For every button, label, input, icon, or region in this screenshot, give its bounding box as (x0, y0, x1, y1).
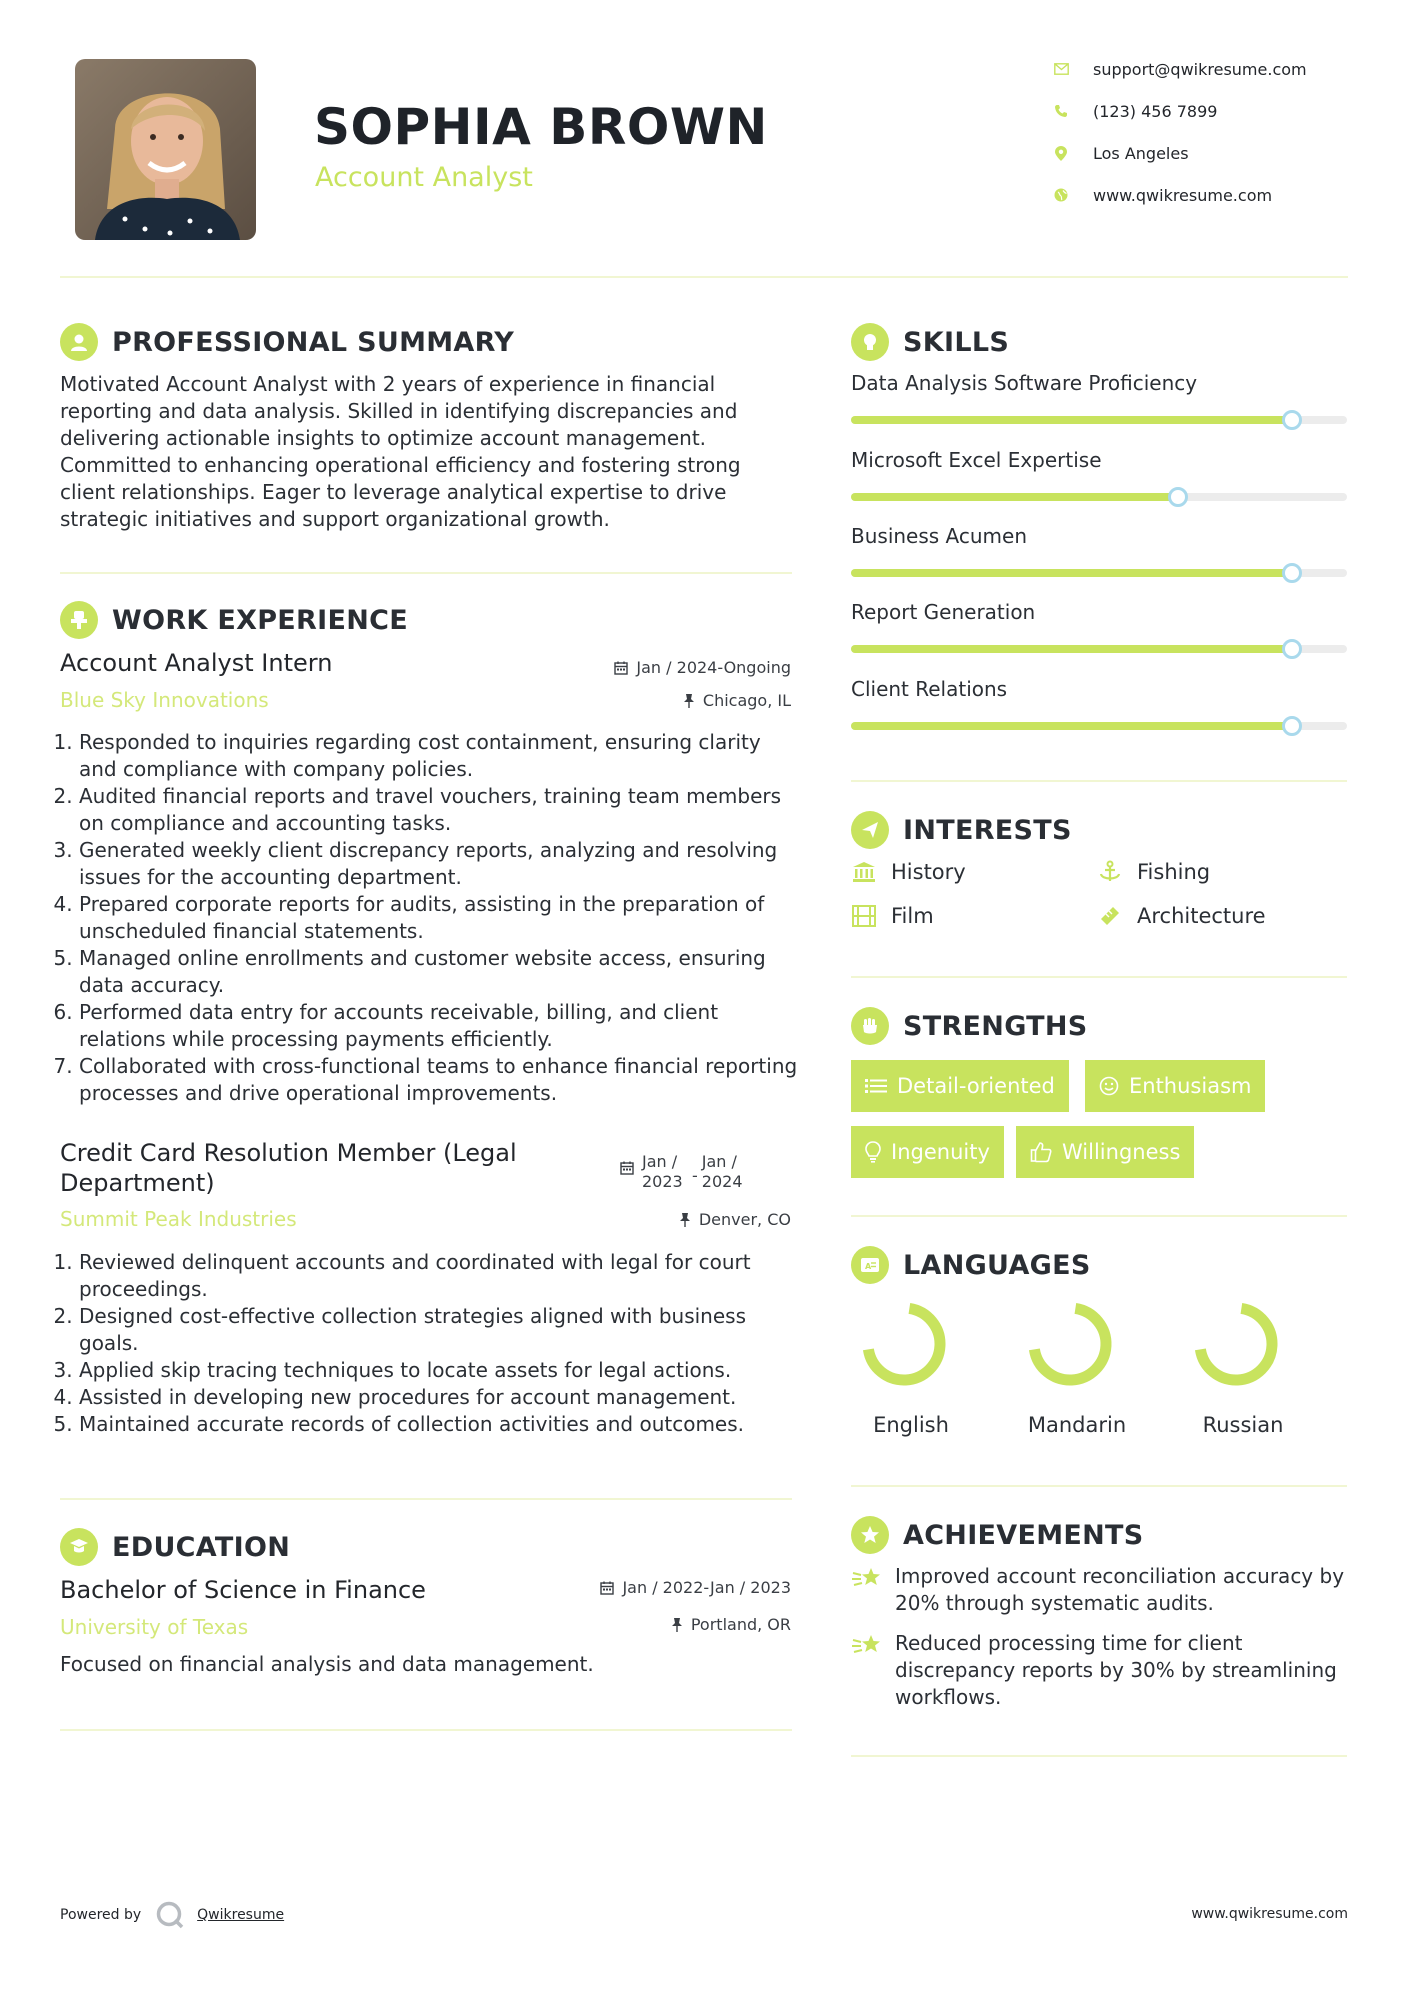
summary-title: PROFESSIONAL SUMMARY (112, 326, 515, 358)
footer-website[interactable]: www.qwikresume.com (1191, 1906, 1348, 1922)
thumbs-up-icon (1030, 1141, 1052, 1163)
smile-icon (1099, 1076, 1119, 1096)
qwikresume-logo-icon (155, 1900, 185, 1930)
calendar-icon (600, 1581, 614, 1595)
duty-item: 7. Collaborated with cross-functional teams to enhance financial reporting processes and drive operational improvements. (79, 1053, 800, 1107)
contact-website[interactable] (1053, 183, 1353, 207)
contact-email[interactable] (1053, 57, 1353, 81)
achievement-text: Reduced processing time for client discrepancy reports by 30% by streamlining workflows. (895, 1631, 1337, 1709)
contact-phone-text: (123) 456 7899 (1093, 101, 1218, 121)
contact-location (1053, 141, 1353, 165)
star-badge-icon (851, 1516, 889, 1554)
strength-tag (1016, 1126, 1194, 1178)
duty-item: 4. Prepared corporate reports for audits, assisting in the preparation of unscheduled financial statements. (79, 891, 800, 945)
skill-label: Data Analysis Software Proficiency (851, 371, 1198, 395)
interest-label: Fishing (1137, 860, 1211, 884)
envelope-icon (1053, 61, 1069, 77)
duty-item: 3. Applied skip tracing techniques to locate assets for legal actions. (79, 1357, 800, 1384)
strength-label: Detail-oriented (897, 1074, 1055, 1098)
map-pin-icon (1053, 145, 1069, 161)
skill-bar-knob (1168, 487, 1188, 507)
strengths-divider (851, 1215, 1347, 1217)
interests-divider (851, 976, 1347, 978)
job-date-text: Jan / 2024-Ongoing (636, 658, 791, 677)
job-duties-list (60, 729, 800, 1107)
strengths-title: STRENGTHS (903, 1010, 1088, 1042)
experience-divider (60, 1498, 792, 1500)
contact-website-text: www.qwikresume.com (1093, 185, 1273, 205)
job-duties-list (60, 1249, 800, 1438)
anchor-icon (1097, 859, 1123, 885)
duty-item: 2. Audited financial reports and travel vouchers, training team members on compliance and accounting tasks. (79, 783, 800, 837)
film-icon (851, 903, 877, 929)
duty-item: 6. Performed data entry for accounts receivable, billing, and client relations while processing payments efficiently. (79, 999, 800, 1053)
svg-text:A: A (865, 1262, 872, 1271)
language-progress-ring (846, 1296, 976, 1396)
paper-plane-icon (851, 811, 889, 849)
strength-label: Enthusiasm (1129, 1074, 1252, 1098)
strength-tag (851, 1126, 1004, 1178)
job-title: Account Analyst Intern (60, 649, 333, 677)
strengths-section-header (851, 1006, 1088, 1046)
language-icon (851, 1246, 889, 1284)
skill-bar-fill (851, 569, 1292, 577)
fist-icon (851, 1007, 889, 1045)
powered-by-text: Powered by (60, 1907, 142, 1923)
education-section-header (60, 1527, 290, 1567)
achievement-item (851, 1630, 1347, 1711)
education-date-text: Jan / 2022-Jan / 2023 (622, 1578, 791, 1597)
job-location-text: Chicago, IL (702, 691, 791, 710)
contact-location-text: Los Angeles (1093, 143, 1189, 163)
shooting-star-icon (851, 1563, 885, 1593)
summary-text: Motivated Account Analyst with 2 years of experience in financial reporting and data analysis. Skilled in identifying discrepancies and delivering actionable insights to optimize account management. Committed to enhancing operational efficiency and fostering strong client relationships. Eager to leverage analytical expertise to drive strategic initiatives and support organizational growth. (60, 372, 741, 531)
list-icon (865, 1078, 887, 1094)
skills-divider (851, 780, 1347, 782)
duty-item: 5. Maintained accurate records of collection activities and outcomes. (79, 1411, 800, 1438)
skill-bar (851, 569, 1347, 577)
language-progress-ring (1178, 1296, 1308, 1396)
duty-item: 4. Assisted in developing new procedures for account management. (79, 1384, 800, 1411)
language-label: Mandarin (1027, 1413, 1127, 1437)
experience-title: WORK EXPERIENCE (112, 604, 408, 636)
job-date-separator: - (692, 1166, 698, 1185)
pushpin-icon (679, 1213, 691, 1227)
languages-title: LANGUAGES (903, 1249, 1091, 1281)
interest-label: Architecture (1137, 904, 1266, 928)
strength-label: Ingenuity (891, 1140, 990, 1164)
achievements-section-header (851, 1515, 1144, 1555)
skill-bar (851, 722, 1347, 730)
job-company: Summit Peak Industries (60, 1207, 297, 1231)
education-description: Focused on financial analysis and data management. (60, 1652, 594, 1676)
lightbulb-icon (865, 1141, 881, 1163)
education-location (671, 1615, 791, 1634)
contact-phone[interactable] (1053, 99, 1353, 123)
contact-email-text: support@qwikresume.com (1093, 59, 1307, 79)
shooting-star-icon (851, 1630, 885, 1660)
interest-item (851, 903, 934, 929)
job-title: Credit Card Resolution Member (Legal Department) (60, 1139, 517, 1197)
job-location-text: Denver, CO (698, 1210, 791, 1229)
skill-bar (851, 416, 1347, 424)
strength-tag (851, 1060, 1069, 1112)
education-title: EDUCATION (112, 1531, 291, 1563)
interest-label: History (891, 860, 966, 884)
school-name: University of Texas (60, 1615, 249, 1639)
skill-bar-knob (1282, 410, 1302, 430)
pushpin-icon (671, 1618, 683, 1632)
education-divider (60, 1729, 792, 1731)
interest-item (1097, 859, 1210, 885)
language-label: English (873, 1413, 949, 1437)
header-divider (60, 276, 1348, 278)
pushpin-icon (683, 694, 695, 708)
skill-bar-knob (1282, 639, 1302, 659)
interests-section-header (851, 810, 1072, 850)
globe-icon (1053, 187, 1069, 203)
education-date (600, 1578, 791, 1597)
degree-title: Bachelor of Science in Finance (60, 1576, 426, 1604)
duty-item: 5. Managed online enrollments and customer website access, ensuring data accuracy. (79, 945, 800, 999)
language-label: Russian (1202, 1413, 1284, 1437)
job-company: Blue Sky Innovations (60, 688, 269, 712)
job-date-end: Jan / 2024 (701, 1152, 743, 1191)
skill-bar-knob (1282, 563, 1302, 583)
summary-divider (60, 572, 792, 574)
duty-item: 1. Reviewed delinquent accounts and coordinated with legal for court proceedings. (79, 1249, 800, 1303)
summary-section-header (60, 322, 514, 362)
profile-photo-image (75, 59, 256, 240)
graduation-icon (60, 1528, 98, 1566)
skill-bar-fill (851, 722, 1292, 730)
languages-divider (851, 1485, 1347, 1487)
skill-bar-fill (851, 645, 1292, 653)
job-date-start: Jan / 2023 (642, 1152, 683, 1191)
qwikresume-link[interactable]: Qwikresume (197, 1907, 285, 1923)
user-icon (60, 323, 98, 361)
duty-item: 2. Designed cost-effective collection strategies aligned with business goals. (79, 1303, 800, 1357)
skills-section-header (851, 322, 1009, 362)
skill-bar-fill (851, 493, 1178, 501)
language-progress-ring (1012, 1296, 1142, 1396)
interest-item (851, 859, 966, 885)
job-date (620, 1152, 746, 1192)
strength-tag (1085, 1060, 1265, 1112)
job-location (679, 1210, 791, 1229)
achievements-title: ACHIEVEMENTS (903, 1519, 1144, 1551)
skill-label: Client Relations (851, 677, 1008, 701)
skill-bar-knob (1282, 716, 1302, 736)
skill-label: Report Generation (851, 600, 1036, 624)
calendar-icon (614, 661, 628, 675)
skills-title: SKILLS (903, 326, 1010, 358)
achievement-text: Improved account reconciliation accuracy by 20% through systematic audits. (895, 1564, 1345, 1615)
footer-powered-by (60, 1898, 284, 1932)
strength-label: Willingness (1062, 1140, 1181, 1164)
profile-photo (75, 59, 256, 240)
skill-label: Business Acumen (851, 524, 1028, 548)
job-location (683, 691, 791, 710)
education-location-text: Portland, OR (690, 1615, 791, 1634)
interests-title: INTERESTS (903, 814, 1072, 846)
skill-bar (851, 645, 1347, 653)
phone-icon (1053, 103, 1069, 119)
achievements-divider (851, 1755, 1347, 1757)
job-date (614, 658, 791, 677)
duty-item: 3. Generated weekly client discrepancy reports, analyzing and resolving issues for the accounting department. (79, 837, 800, 891)
pencil-ruler-icon (1097, 903, 1123, 929)
achievement-item (851, 1563, 1347, 1617)
bank-icon (851, 859, 877, 885)
duty-item: 1. Responded to inquiries regarding cost containment, ensuring clarity and compliance with company policies. (79, 729, 800, 783)
candidate-name: SOPHIA BROWN (314, 98, 768, 156)
interest-label: Film (891, 904, 934, 928)
skill-label: Microsoft Excel Expertise (851, 448, 1102, 472)
skill-bar (851, 493, 1347, 501)
experience-section-header (60, 600, 408, 640)
skill-bar-fill (851, 416, 1292, 424)
languages-section-header (851, 1245, 1091, 1285)
briefcase-icon (60, 601, 98, 639)
candidate-role: Account Analyst (315, 162, 533, 193)
lightbulb-icon (851, 323, 889, 361)
calendar-icon (620, 1161, 634, 1175)
interest-item (1097, 903, 1266, 929)
